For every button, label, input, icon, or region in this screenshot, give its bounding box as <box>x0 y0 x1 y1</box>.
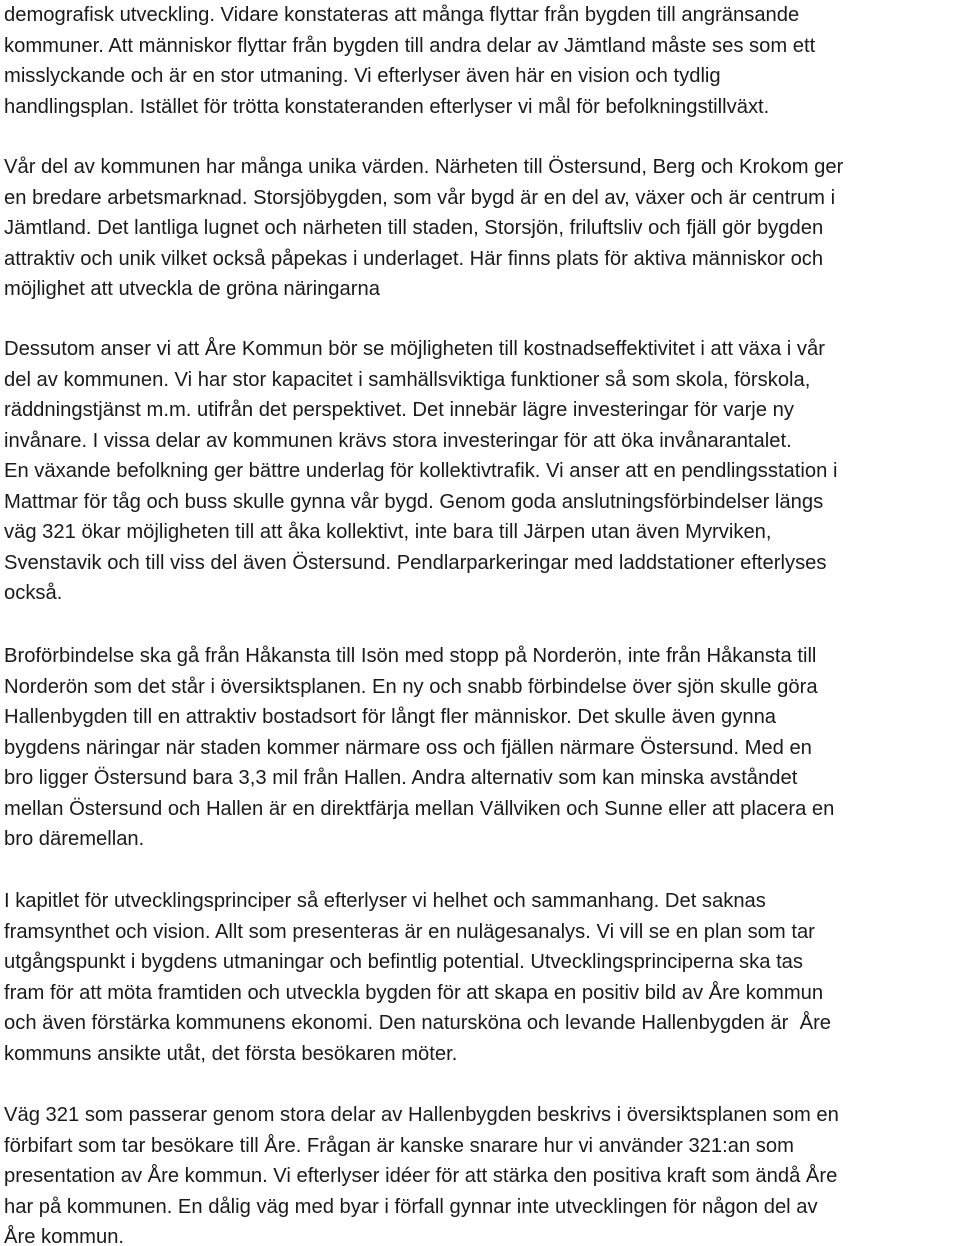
paragraph-demographic-development: demografisk utveckling. Vidare konstateras att många flyttar från bygden till angränsande kommuner. Att människor flyttar från bygden till andra delar av Jämtland måste ses som ett misslyckande och är en stor utmaning. Vi efterlyser även här en vision och tydlig handlingsplan. Istället för trötta konstateranden efterlyser vi mål för befolkningstillväxt. <box>4 4 816 118</box>
paragraph-development-principles: I kapitlet för utvecklingsprinciper så efterlyser vi helhet och sammanhang. Det saknas framsynthet och vision. Allt som presenteras är en nulägesanalys. Vi vill se en plan som tar utgångspunkt i bygdens utmaningar och befintlig potential. Utvecklingsprinciperna ska tas fram för att möta framtiden och utveckla bygden för att skapa en positiv bild av Åre kommun och även förstärka kommunens ekonomi. Den natursköna och levande Hallenbygden är Åre kommuns ansikte utåt, det första besökaren möter. <box>4 890 832 1065</box>
paragraph-unique-values: Vår del av kommunen har många unika värden. Närheten till Östersund, Berg och Krokom ger en bredare arbetsmarknad. Storsjöbygden, som vår bygd är en del av, växer och är centrum i Jämtland. Det lantliga lugnet och närheten till staden, Storsjön, friluftsliv och fjäll gör bygden attraktiv och unik vilket också påpekas i underlaget. Här finns plats för aktiva människor och möjlighet att utveckla de gröna näringarna <box>4 156 844 300</box>
paragraph-cost-effectiveness: Dessutom anser vi att Åre Kommun bör se möjligheten till kostnadseffektivitet i att växa i vår del av kommunen. Vi har stor kapacitet i samhällsviktiga funktioner så som skola, förskola, räddningstjänst m.m. utifrån det perspektivet. Det innebär lägre investeringar för varje ny invånare. I vissa delar av kommunen krävs stora investeringar för att öka invånarantalet. En växande befolkning ger bättre underlag för kollektivtrafik. Vi anser att en pendlingsstation i Mattmar för tåg och buss skulle gynna vår bygd. Genom goda anslutningsförbindelser längs väg 321 ökar möjligheten till att åka kollektivt, inte bara till Järpen utan även Myrviken, Svenstavik och till viss del även Östersund. Pendlarparkeringar med laddstationer efterlyses också. <box>4 338 838 604</box>
paragraph-bridge-connection: Broförbindelse ska gå från Håkansta till Isön med stopp på Norderön, inte från Håkansta till Norderön som det står i översiktsplanen. En ny och snabb förbindelse över sjön skulle göra Hallenbygden till en attraktiv bostadsort för långt fler människor. Det skulle även gynna bygdens näringar när staden kommer närmare oss och fjällen närmare Östersund. Med en bro ligger Östersund bara 3,3 mil från Hallen. Andra alternativ som kan minska avståndet mellan Östersund och Hallen är en direktfärja mellan Vällviken och Sunne eller att placera en bro däremellan. <box>4 645 835 850</box>
paragraph-road-321: Väg 321 som passerar genom stora delar av Hallenbygden beskrivs i översiktsplanen som en förbifart som tar besökare till Åre. Frågan är kanske snarare hur vi använder 321:an som presentation av Åre kommun. Vi efterlyser idéer för att stärka den positiva kraft som ändå Åre har på kommunen. En dålig väg med byar i förfall gynnar inte utvecklingen för någon del av Åre kommun. <box>4 1104 839 1246</box>
